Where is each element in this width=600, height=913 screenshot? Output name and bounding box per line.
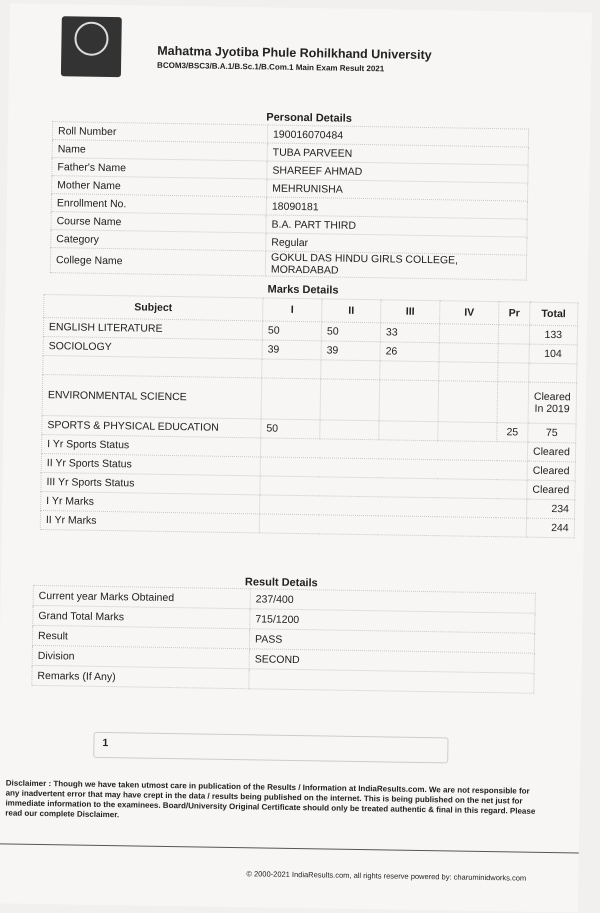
mark-ii	[320, 420, 379, 440]
result-label: Division	[32, 645, 249, 668]
header-i: I	[263, 298, 322, 322]
field-label: Course Name	[51, 212, 266, 233]
field-value: B.A. PART THIRD	[266, 215, 527, 237]
result-label: Grand Total Marks	[33, 605, 250, 628]
status-label: I Yr Marks	[41, 491, 260, 513]
mark-iv	[439, 324, 498, 344]
field-label: Mother Name	[52, 176, 267, 197]
mark-pr: 25	[497, 423, 528, 442]
mark-ii	[321, 360, 380, 380]
personal-details-title: Personal Details	[266, 111, 352, 125]
header-iv: IV	[440, 301, 499, 325]
mark-i	[261, 378, 321, 420]
result-value: SECOND	[249, 649, 534, 673]
field-label: Father's Name	[52, 158, 267, 179]
mark-iii	[380, 361, 439, 381]
status-value: Cleared	[527, 442, 575, 462]
result-details-title: Result Details	[244, 576, 318, 590]
page-number: 1	[102, 736, 109, 750]
field-label: Enrollment No.	[51, 194, 266, 215]
field-label: Category	[51, 230, 266, 251]
mark-total: Cleared In 2019	[528, 382, 576, 424]
field-value: SHAREEF AHMAD	[267, 161, 528, 183]
mark-pr	[498, 325, 529, 344]
result-details-table	[31, 585, 536, 694]
status-value: 234	[527, 499, 575, 519]
status-label: II Yr Sports Status	[41, 453, 260, 475]
status-label: III Yr Sports Status	[41, 472, 260, 494]
subject-name: ENGLISH LITERATURE	[43, 317, 262, 339]
status-value: Cleared	[527, 480, 575, 500]
mark-pr	[498, 344, 529, 363]
mark-i: 50	[262, 321, 321, 341]
copyright: © 2000-2021 IndiaResults.com, all rights reserve powered by: charuminidworks.com	[246, 869, 527, 883]
header-ii: II	[322, 299, 381, 323]
disclaimer: Disclaimer : Though we have taken utmost care in publication of the Results / Information at IndiaResults.com. We are not responsible for any inadvertent error that may have crept in the data / results being published on the internet. This is being published on the net just for immediate information to the examinees. Board/University Original Certificate should only be treated authentic & final in this regard. Please read our complete Disclaimer.	[5, 778, 536, 820]
page-number-box[interactable]	[93, 732, 448, 764]
mark-i: 50	[261, 419, 320, 439]
result-value	[249, 669, 534, 693]
mark-ii: 50	[321, 322, 380, 342]
result-label: Result	[32, 625, 249, 648]
header-total: Total	[530, 302, 578, 326]
field-value: TUBA PARVEEN	[267, 143, 528, 165]
university-name: Mahatma Jyotiba Phule Rohilkhand University	[157, 43, 432, 63]
mark-i	[262, 359, 321, 379]
field-value: Regular	[266, 233, 527, 255]
header-subject: Subject	[44, 294, 263, 320]
mark-iii: 33	[380, 323, 439, 343]
field-label: Roll Number	[52, 122, 267, 143]
personal-details-table	[50, 121, 529, 280]
subject-name: SOCIOLOGY	[43, 336, 262, 358]
field-label: College Name	[50, 248, 265, 276]
mark-ii: 39	[321, 341, 380, 361]
footer-divider	[0, 843, 579, 853]
subject-name: ENVIRONMENTAL SCIENCE	[42, 374, 262, 418]
field-label: Name	[52, 140, 267, 161]
mark-iv	[438, 422, 497, 442]
field-value: 190016070484	[267, 125, 528, 147]
mark-iv	[439, 343, 498, 363]
mark-iii	[379, 380, 439, 422]
status-label: I Yr Sports Status	[41, 434, 260, 456]
result-label: Remarks (If Any)	[32, 665, 249, 688]
field-value: GOKUL DAS HINDU GIRLS COLLEGE, MORADABAD	[265, 251, 526, 280]
university-logo	[61, 16, 122, 77]
status-spacer	[259, 514, 526, 537]
result-label: Current year Marks Obtained	[33, 585, 250, 608]
mark-ii	[320, 379, 380, 421]
mark-iv	[438, 381, 498, 423]
status-value: 244	[526, 518, 574, 538]
mark-total: 104	[529, 344, 577, 364]
field-value: 18090181	[266, 197, 527, 219]
mark-iv	[439, 362, 498, 382]
mark-i: 39	[262, 340, 321, 360]
exam-title: BCOM3/BSC3/B.A.1/B.Sc.1/B.Com.1 Main Exam Result 2021	[157, 60, 385, 74]
status-label: II Yr Marks	[40, 510, 259, 532]
status-value: Cleared	[527, 461, 575, 481]
result-value: 237/400	[250, 589, 535, 613]
mark-total: 133	[529, 325, 577, 345]
field-value: MEHRUNISHA	[267, 179, 528, 201]
result-sheet	[0, 3, 592, 912]
mark-pr	[498, 363, 529, 382]
marks-details-title: Marks Details	[267, 283, 339, 297]
mark-total	[529, 363, 577, 383]
result-value: PASS	[249, 629, 534, 653]
marks-details-table	[40, 294, 578, 538]
mark-iii	[379, 421, 438, 441]
header-iii: III	[381, 300, 440, 324]
result-value: 715/1200	[250, 609, 535, 633]
mark-total: 75	[528, 423, 576, 443]
mark-pr	[497, 382, 529, 423]
subject-name: SPORTS & PHYSICAL EDUCATION	[42, 415, 261, 437]
header-pr: Pr	[499, 302, 530, 325]
mark-iii: 26	[380, 342, 439, 362]
